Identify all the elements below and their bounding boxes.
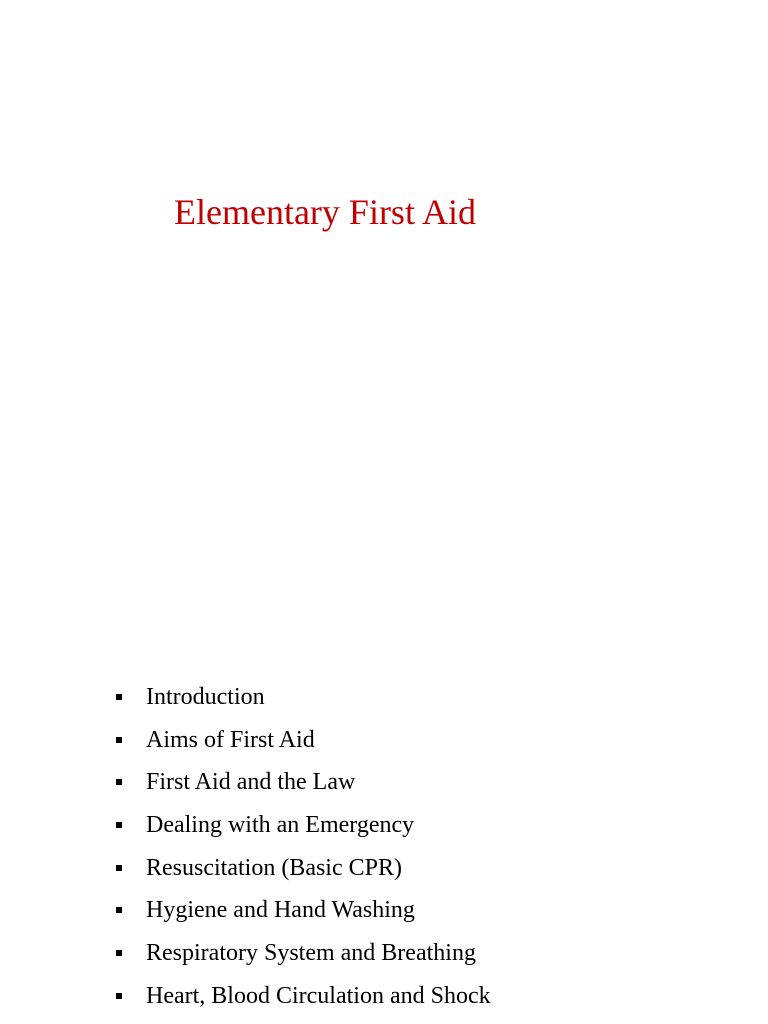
list-item-label: Heart, Blood Circulation and Shock [146, 982, 491, 1009]
square-bullet-icon [116, 993, 122, 999]
list-item-label: Hygiene and Hand Washing [146, 897, 415, 924]
list-item-label: Resuscitation (Basic CPR) [146, 854, 402, 881]
list-item-label: Aims of First Aid [146, 726, 315, 753]
square-bullet-icon [116, 907, 122, 913]
page-title: Elementary First Aid [174, 192, 476, 232]
square-bullet-icon [116, 779, 122, 785]
list-item-label: Dealing with an Emergency [146, 812, 415, 839]
square-bullet-icon [116, 950, 122, 956]
square-bullet-icon [116, 694, 122, 700]
list-item-label: First Aid and the Law [146, 769, 356, 796]
square-bullet-icon [116, 737, 122, 743]
square-bullet-icon [116, 865, 122, 871]
list-item-label: Respiratory System and Breathing [146, 940, 476, 967]
square-bullet-icon [116, 822, 122, 828]
list-item-label: Introduction [146, 684, 265, 710]
